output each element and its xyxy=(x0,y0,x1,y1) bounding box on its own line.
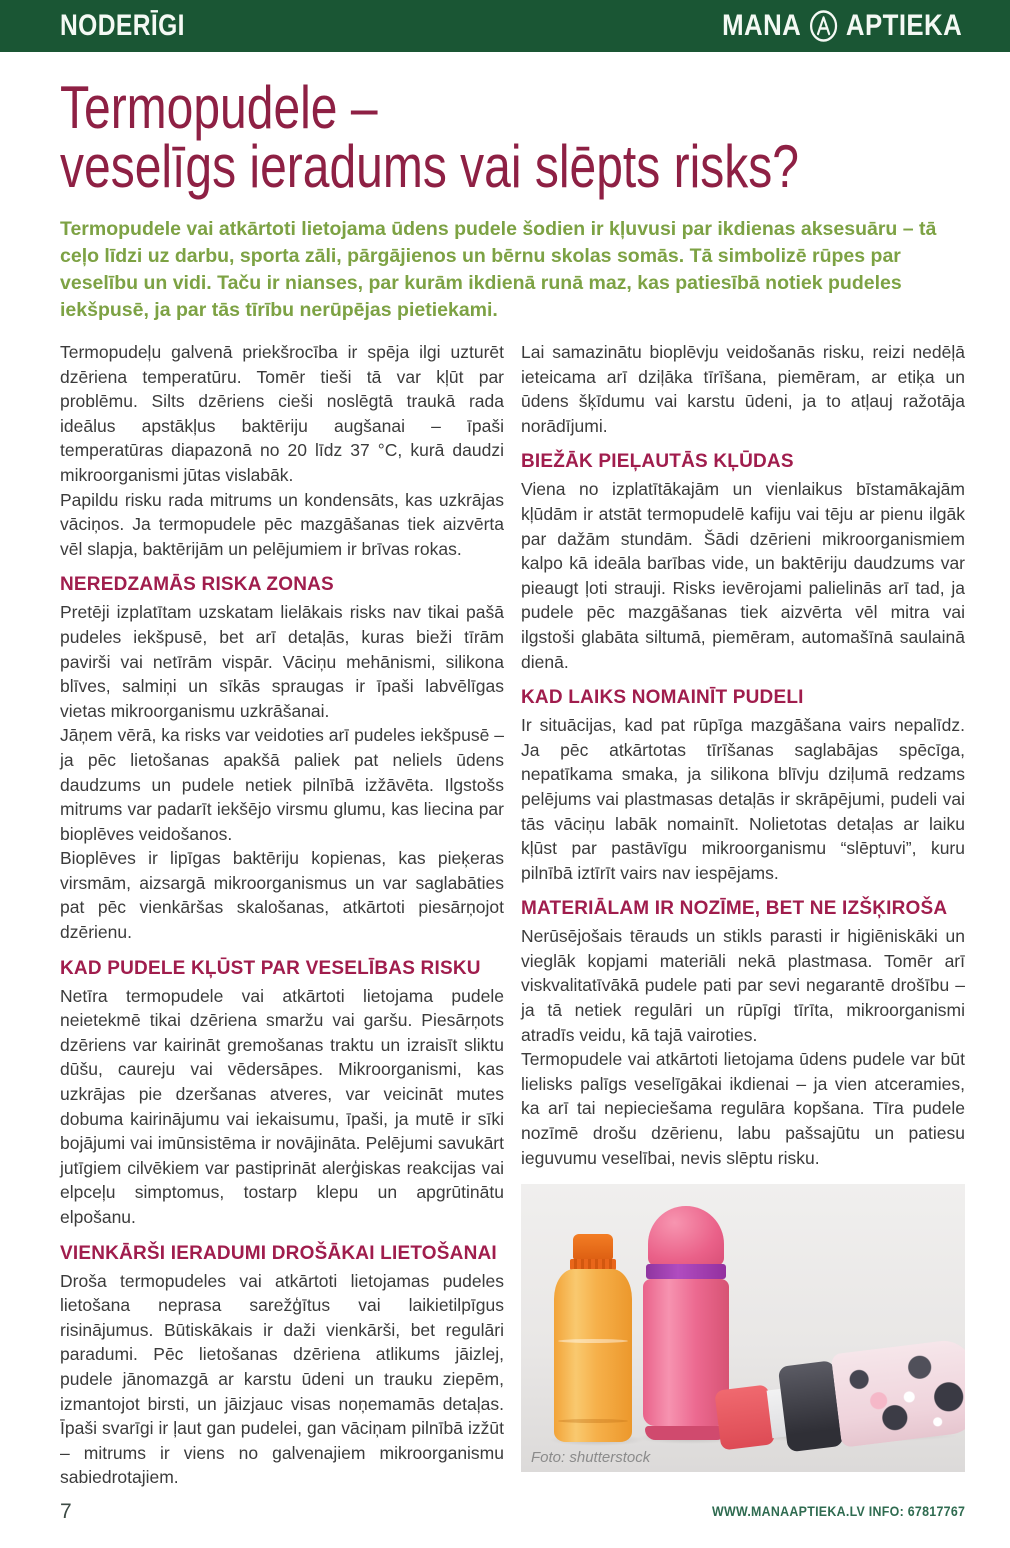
pharmacy-a-logo-icon xyxy=(809,9,838,43)
paragraph: Termopudele vai atkārtoti lietojama ūdens pudele var būt lielisks palīgs veselīgākai ikdienai – ja vien atceramies, ka arī tai nepieciešama regulāra kopšana. Tīra pudele nozīmē drošu dzērienu, labu pašsajūtu un patiesu ieguvumu veselībai, nevis slēptu risku. xyxy=(521,1049,965,1168)
lying-bottle-illustration xyxy=(711,1332,965,1462)
thermos-purple-band xyxy=(646,1264,726,1279)
section-heading: MATERIĀLAM IR NOZĪME, BET NE IZŠĶIROŠA xyxy=(521,898,948,920)
orange-bottle-cap xyxy=(573,1234,613,1260)
paragraph: Viena no izplatītākajām un vienlaikus bīstamākajām kļūdām ir atstāt termopudelē kafiju vai tēju ar pienu ilgāk par dažām stundām. Šādi dzērieni mikroorganismiem kalpo kā ideāla barības vide, un baktēriju daudzums var pieaugt ļoti strauji. Risks ievērojami palielinās arī tad, ja pudele pēc mazgāšanas tiek aizvērta vēl mitra vai ilgstoši glabāta siltumā, piemēram, automašīnā saulainā dienā. xyxy=(521,479,965,672)
orange-bottle-body xyxy=(554,1269,632,1442)
paragraph: Jāņem vērā, ka risks var veidoties arī pudeles iekšpusē – ja pēc lietošanas apakšā paliek pat neliels ūdens daudzums un pudele netiek pilnībā izžāvēta. Ilgstošs mitrums var padarīt iekšējo virsmu glumu, kas liecina par bioplēves veidošanos. xyxy=(60,725,504,844)
section-tag: NODERĪGI xyxy=(60,9,185,42)
section-heading: NEREDZAMĀS RISKA ZONAS xyxy=(60,574,334,596)
bottle-groove xyxy=(558,1419,628,1423)
paragraph: Termopudeļu galvenā priekšrocība ir spēja ilgi uzturēt dzēriena temperatūru. Tomēr tieši tā var kļūt par problēmu. Silts dzēriens cieši noslēgtā traukā rada ideālus apstākļus baktēriju augšanai – īpaši temperatūras diapazonā no 20 līdz 37 °C, kurā daudzi mikroorganismi jūtas vislabāk. xyxy=(60,342,504,485)
bottle-highlight xyxy=(558,1339,628,1343)
title-line-2: veselīgs ieradums vai slēpts risks? xyxy=(60,133,799,200)
section-when-to-replace xyxy=(521,687,965,885)
brand-word-aptieka: APTIEKA xyxy=(845,9,962,42)
header-bar xyxy=(0,0,1010,52)
title-line-1: Termopudele – xyxy=(60,74,378,141)
section-heading: VIENKĀRŠI IERADUMI DROŠĀKAI LIETOŠANAI xyxy=(60,1242,497,1264)
lying-bottle-cap xyxy=(714,1385,775,1451)
section-invisible-risk-zones xyxy=(60,574,504,944)
thermos-base xyxy=(645,1426,727,1440)
paragraph: Lai samazinātu bioplēvju veidošanās risku, reizi nedēļā ieteicama arī dziļāka tīrīšana, piemēram, ar etiķa un ūdens šķīdumu vai karstu ūdeni, ja to atļauj ražotāja norādījumi. xyxy=(521,342,965,436)
page-title xyxy=(60,74,965,200)
bottles-photo xyxy=(521,1184,965,1472)
page-footer xyxy=(0,1490,1010,1548)
paragraph: Pretēji izplatītam uzskatam lielākais risks nav tikai pašā pudeles iekšpusē, bet arī detaļās, kuras bieži tīrām pavirši vai netīrām vispār. Vāciņu mehānismi, silikona blīves, salmiņi un sīkās spraugas ir īpaši labvēlīgas vietas mikroorganismu uzkrāšanai. xyxy=(60,602,504,721)
paragraph: Papildu risku rada mitrums un kondensāts, kas uzkrājas vāciņos. Ja termopudele pēc mazgāšanas tiek aizvērta vēl slapja, baktērijām un pelējumiem ir brīvas rokas. xyxy=(60,489,504,559)
section-health-risk xyxy=(60,958,504,1230)
section-heading: KAD LAIKS NOMAINĪT PUDELI xyxy=(521,687,804,709)
brand-word-mana: MANA xyxy=(721,9,802,42)
left-column xyxy=(60,340,504,1490)
thermos-cap xyxy=(648,1206,724,1266)
site-info: WWW.MANAAPTIEKA.LV INFO: 67817767 xyxy=(711,1504,965,1520)
brand-logo xyxy=(722,9,962,43)
paragraph: Bioplēves ir lipīgas baktēriju kopienas, kas pieķeras virsmām, aizsargā mikroorganismus un var saglabāties pat pēc vienkāršas skalošanas, atkārtoti piesārņojot dzērienu. xyxy=(60,848,504,943)
lead-paragraph: Termopudele vai atkārtoti lietojama ūdens pudele šodien ir kļuvusi par ikdienas aksesuāru – tā ceļo līdzi uz darbu, sporta zāli, pārgājienos un bērnu skolas somās. Tā simbolizē rūpes par veselību un vidi. Taču ir nianses, par kurām ikdienā runā maz, kas patiesībā notiek pudeles iekšpusē, ja par tās tīrību nerūpējas pietiekami. xyxy=(60,218,937,321)
orange-bottle-illustration xyxy=(554,1234,632,1442)
section-simple-habits xyxy=(60,1243,504,1490)
photo-credit: Foto: shutterstock xyxy=(531,1449,651,1467)
paragraph: Ir situācijas, kad pat rūpīga mazgāšana vairs nepalīdz. Ja pēc atkārtotas tīrīšanas saglabājas spēcīga, nepatīkama smaka, ja silikona blīvju dziļumā redzams pelējums vai plastmasas detaļās ir skrāpējumi, pudeli vai tās vāciņu labāk nomainīt. Nolietotas detaļas ar laiku kļūst par pastāvīgu mikroorganismu “slēptuvi”, kuru pilnībā iztīrīt vairs nav iespējams. xyxy=(521,715,965,883)
section-heading: KAD PUDELE KĻŪST PAR VESELĪBAS RISKU xyxy=(60,957,481,979)
paragraph: Droša termopudeles vai atkārtoti lietojamas pudeles lietošana neprasa sarežģītus vai laikietilpīgus risinājumus. Būtiskākais ir daži vienkārši, bet regulāri paradumi. Pēc lietošanas dzēriena atlikums jāizlej, pudele jānomazgā ar karstu ūdeni un trauku ziepēm, izmantojot birsti, un jāizjauc visas noņemamās detaļas. Īpaši svarīgi ir ļaut gan pudelei, gan vāciņam pilnībā izžūt – mitrums ir viens no galvenajiem mikroorganismu sabiedrotajiem. xyxy=(60,1270,504,1488)
section-heading: BIEŽĀK PIEĻAUTĀS KĻŪDAS xyxy=(521,451,794,473)
section-common-mistakes xyxy=(521,451,965,674)
deep-cleaning-section xyxy=(521,340,965,438)
article xyxy=(0,52,1010,1490)
intro-section xyxy=(60,340,504,561)
section-material-matters xyxy=(521,898,965,1170)
lying-bottle-body xyxy=(831,1338,965,1448)
page-number: 7 xyxy=(60,1499,72,1523)
paragraph: Nerūsējošais tērauds un stikls parasti ir higiēniskāki un vieglāk kopjami materiāli nekā plastmasa. Tomēr arī viskvalitatīvākā pudele pati par sevi negarantē drošību – ja tā netiek regulāri un rūpīgi tīrīta, mikroorganismi atradīs veidu, kā tajā vairoties. xyxy=(521,926,965,1045)
two-column-layout xyxy=(60,340,965,1490)
paragraph: Netīra termopudele vai atkārtoti lietojama pudele neietekmē tikai dzēriena smaržu vai garšu. Piesārņots dzēriens var kairināt gremošanas traktu un izraisīt sliktu dūšu, caureju vai vēdersāpes. Mikroorganismi, kas uzkrājas pie dzeršanas atveres, var veicināt mutes dobuma kairinājumu vai iekaisumu, īpaši, ja mutē ir sīki bojājumi vai imūnsistēma ir novājināta. Pelējumi savukārt jutīgiem cilvēkiem var pastiprināt alerģiskas reakcijas vai elpceļu simptomus, tostarp klepu un apgrūtinātu elpošanu. xyxy=(60,985,504,1227)
right-column xyxy=(521,340,965,1490)
